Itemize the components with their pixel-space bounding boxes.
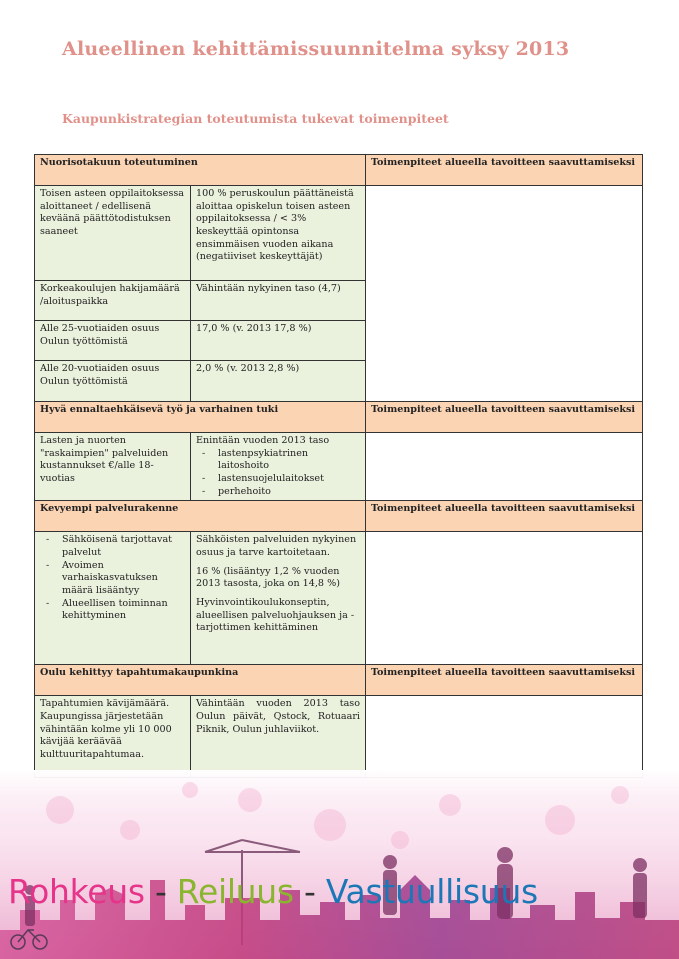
action-header: Toimenpiteet alueella tavoitteen saavuttamiseksi — [366, 155, 643, 186]
target-cell: 17,0 % (v. 2013 17,8 %) — [191, 321, 366, 361]
indicator-cell: Lasten ja nuorten "raskaimpien" palveluiden kustannukset €/alle 18-vuotias — [35, 433, 191, 501]
slogan — [8, 872, 538, 911]
indicator-cell — [35, 532, 191, 665]
target-cell: Vähintään vuoden 2013 taso Oulun päivät, Qstock, Rotuaari Piknik, Oulun juhlaviikot. — [191, 696, 366, 778]
slogan-separator: - — [144, 872, 177, 911]
section-header: Nuorisotakuun toteutuminen — [35, 155, 366, 186]
section-header: Hyvä ennaltaehkäisevä työ ja varhainen tuki — [35, 402, 366, 433]
list-item: - lastensuojelulaitokset — [218, 473, 360, 486]
target-cell — [191, 532, 366, 665]
list-item: - lastenpsykiatrinen laitoshoito — [218, 448, 360, 473]
footer-illustration — [0, 770, 679, 959]
page-subtitle: Kaupunkistrategian toteutumista tukevat toimenpiteet — [62, 111, 449, 126]
target-paragraph: 16 % (lisääntyy 1,2 % vuoden 2013 tasosta, joka on 14,8 %) — [196, 565, 340, 590]
action-header: Toimenpiteet alueella tavoitteen saavuttamiseksi — [366, 665, 643, 696]
plan-table — [34, 154, 643, 778]
indicator-cell: Korkeakoulujen hakijamäärä /aloituspaikka — [35, 281, 191, 321]
indicator-cell: Tapahtumien kävijämäärä. Kaupungissa järjestetään vähintään kolme yli 10 000 kävijää keräävää kulttuuritapahtumaa. — [35, 696, 191, 778]
target-cell — [191, 433, 366, 501]
page-title: Alueellinen kehittämissuunnitelma syksy 2013 — [62, 38, 570, 60]
target-cell: 100 % peruskoulun päättäneistä aloittaa opiskelun toisen asteen oppilaitoksessa / < 3% keskeyttää opintonsa ensimmäisen vuoden aikana (negatiiviset keskeyttäjät) — [191, 186, 366, 281]
list-item: - Alueellisen toiminnan kehittyminen — [62, 598, 185, 623]
section-header: Kevyempi palvelurakenne — [35, 501, 366, 532]
target-list — [196, 448, 360, 499]
target-paragraph: Sähköisten palveluiden nykyinen osuus ja tarve kartoitetaan. — [196, 534, 357, 558]
slogan-word-vastuullisuus: Vastuullisuus — [325, 872, 538, 911]
slogan-word-reiluus: Reiluus — [176, 872, 294, 911]
action-cell — [366, 532, 643, 665]
action-cell — [366, 696, 643, 778]
slogan-word-rohkeus: Rohkeus — [8, 872, 145, 911]
indicator-cell: Alle 20-vuotiaiden osuus Oulun työttömistä — [35, 361, 191, 402]
list-item: - Avoimen varhaiskasvatuksen määrä lisääntyy — [62, 560, 185, 598]
action-header: Toimenpiteet alueella tavoitteen saavuttamiseksi — [366, 501, 643, 532]
section-header: Oulu kehittyy tapahtumakaupunkina — [35, 665, 366, 696]
target-paragraph: Hyvinvointikoulukonseptin, alueellisen palveluohjauksen ja -tarjottimen kehittäminen — [196, 596, 355, 634]
slogan-separator: - — [293, 872, 326, 911]
action-cell — [366, 433, 643, 501]
indicator-cell: Toisen asteen oppilaitoksessa aloittaneet / edellisenä keväänä päättötodistuksen saaneet — [35, 186, 191, 281]
target-cell: Vähintään nykyinen taso (4,7) — [191, 281, 366, 321]
list-item: - perhehoito — [218, 486, 360, 499]
indicator-cell: Alle 25-vuotiaiden osuus Oulun työttömistä — [35, 321, 191, 361]
list-item: - Sähköisenä tarjottavat palvelut — [62, 534, 185, 559]
target-cell: 2,0 % (v. 2013 2,8 %) — [191, 361, 366, 402]
indicator-list — [40, 534, 185, 623]
action-cell — [366, 186, 643, 402]
target-intro: Enintään vuoden 2013 taso — [196, 435, 330, 446]
action-header: Toimenpiteet alueella tavoitteen saavuttamiseksi — [366, 402, 643, 433]
